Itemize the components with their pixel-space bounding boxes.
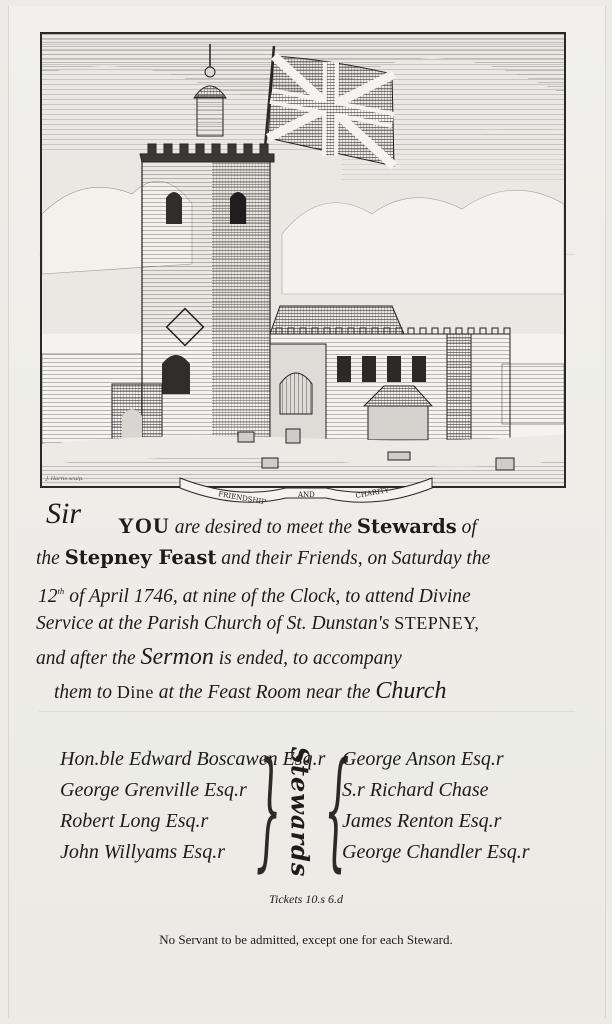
- stewards-panel: [50, 730, 558, 900]
- steward-name: George Grenville Esq.r: [60, 779, 247, 801]
- engraver-signature: J. Harris sculp.: [46, 476, 84, 482]
- steward-name: Robert Long Esq.r: [60, 810, 209, 832]
- steward-name: George Anson Esq.r: [342, 748, 504, 770]
- steward-name: S.r Richard Chase: [342, 779, 489, 801]
- salutation: Sir: [46, 497, 82, 530]
- invitation-line-3: 12th of April 1746, at nine of the Clock, to attend Divine: [38, 585, 471, 607]
- fold-line: [39, 711, 575, 712]
- steward-name: John Willyams Esq.r: [60, 841, 225, 863]
- steward-name: Hon.ble Edward Boscawen Esq.r: [60, 748, 326, 770]
- ticket-price: Tickets 10.s 6.d: [269, 892, 343, 906]
- motto-and: AND: [298, 491, 315, 499]
- church-illustration: [42, 34, 564, 486]
- right-brace: {: [324, 738, 350, 886]
- invitation-line-6: them to Dine at the Feast Room near the Church: [54, 678, 447, 704]
- servant-notice: No Servant to be admitted, except one for each Steward.: [159, 932, 453, 947]
- motto-ribbon: [176, 470, 436, 510]
- motto-friendship: FRIENDSHIP: [217, 490, 267, 507]
- left-brace: }: [256, 738, 282, 886]
- stewards-right-column: [342, 744, 530, 868]
- steward-name: James Renton Esq.r: [342, 810, 502, 832]
- church-engraving: [40, 32, 566, 488]
- invitation-line-4: Service at the Parish Church of St. Dunstan's STEPNEY,: [36, 613, 480, 634]
- invitation-line-1: YOU are desired to meet the Stewards of: [118, 513, 477, 538]
- stewards-heading: Stewards: [285, 746, 315, 878]
- invitation-line-5: and after the Sermon is ended, to accompany: [36, 644, 402, 670]
- motto-charity: CHARITY: [354, 486, 390, 500]
- steward-name: George Chandler Esq.r: [342, 841, 530, 863]
- invitation-line-2: the Stepney Feast and their Friends, on Saturday the: [36, 546, 491, 569]
